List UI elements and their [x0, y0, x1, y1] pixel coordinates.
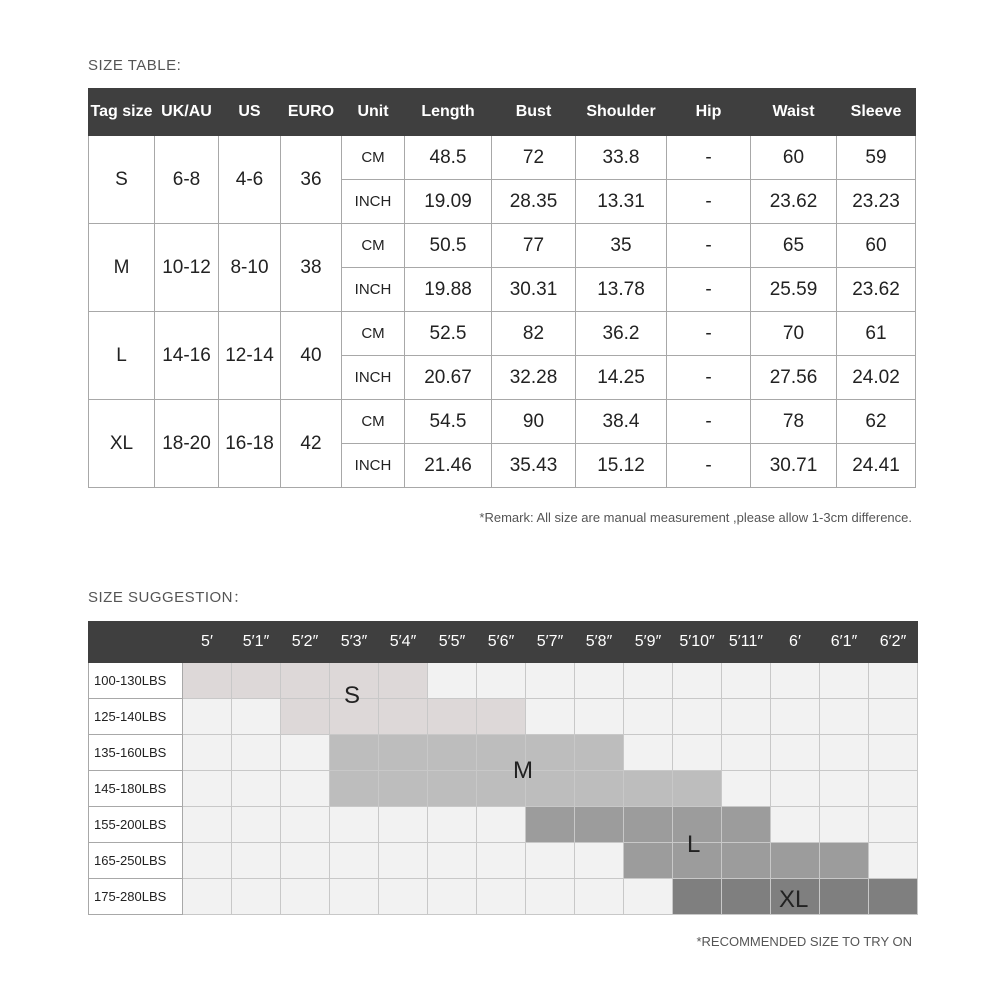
hip-cell: - — [667, 400, 751, 444]
unit-cell: INCH — [342, 444, 405, 488]
empty-cell — [477, 843, 526, 879]
suggestion-header-row — [89, 622, 918, 663]
height-header-cell: 5′1″ — [232, 622, 281, 663]
zone-cell-m — [330, 771, 379, 807]
shoulder-cell: 14.25 — [576, 356, 667, 400]
size-tag-cell: L — [89, 312, 155, 400]
hip-cell: - — [667, 224, 751, 268]
shoulder-cell: 13.31 — [576, 180, 667, 224]
height-header-cell: 5′5″ — [428, 622, 477, 663]
empty-cell — [232, 879, 281, 915]
zone-cell-s — [232, 663, 281, 699]
zone-cell-l — [722, 843, 771, 879]
zone-cell-s — [281, 699, 330, 735]
zone-label-s: S — [344, 682, 361, 709]
zone-cell-m — [379, 735, 428, 771]
waist-cell: 78 — [751, 400, 837, 444]
size-table-row — [89, 400, 916, 444]
empty-cell — [330, 879, 379, 915]
weight-row — [89, 663, 918, 699]
height-header-cell: 6′ — [771, 622, 820, 663]
zone-cell-m — [330, 735, 379, 771]
size-header-cell: Unit — [342, 89, 405, 136]
sleeve-cell: 59 — [837, 136, 916, 180]
bust-cell: 32.28 — [492, 356, 576, 400]
zone-cell-s — [428, 699, 477, 735]
empty-cell — [281, 843, 330, 879]
hip-cell: - — [667, 180, 751, 224]
empty-cell — [722, 663, 771, 699]
weight-label: 155-200LBS — [89, 807, 183, 843]
height-header-cell: 6′2″ — [869, 622, 918, 663]
empty-cell — [232, 735, 281, 771]
weight-label: 135-160LBS — [89, 735, 183, 771]
bust-cell: 72 — [492, 136, 576, 180]
size-tag-cell: M — [89, 224, 155, 312]
size-header-cell: Waist — [751, 89, 837, 136]
length-cell: 52.5 — [405, 312, 492, 356]
height-header-cell: 5′4″ — [379, 622, 428, 663]
zone-label-xl: XL — [779, 886, 809, 913]
empty-cell — [183, 735, 232, 771]
length-cell: 50.5 — [405, 224, 492, 268]
waist-cell: 23.62 — [751, 180, 837, 224]
zone-label-m: M — [513, 757, 533, 784]
sleeve-cell: 60 — [837, 224, 916, 268]
zone-cell-m — [379, 771, 428, 807]
waist-cell: 25.59 — [751, 268, 837, 312]
empty-cell — [183, 879, 232, 915]
height-header-cell: 5′ — [183, 622, 232, 663]
sleeve-cell: 23.23 — [837, 180, 916, 224]
empty-cell — [575, 843, 624, 879]
zone-cell-xl — [673, 879, 722, 915]
shoulder-cell: 35 — [576, 224, 667, 268]
zone-cell-m — [575, 735, 624, 771]
empty-cell — [232, 843, 281, 879]
hip-cell: - — [667, 444, 751, 488]
size-tag-cell: XL — [89, 400, 155, 488]
size-euro-cell: 40 — [281, 312, 342, 400]
bust-cell: 82 — [492, 312, 576, 356]
shoulder-cell: 13.78 — [576, 268, 667, 312]
empty-cell — [477, 807, 526, 843]
empty-cell — [820, 807, 869, 843]
height-header-cell: 5′7″ — [526, 622, 575, 663]
length-cell: 48.5 — [405, 136, 492, 180]
length-cell: 21.46 — [405, 444, 492, 488]
unit-cell: INCH — [342, 268, 405, 312]
size-euro-cell: 36 — [281, 136, 342, 224]
zone-cell-s — [477, 699, 526, 735]
empty-cell — [722, 699, 771, 735]
empty-cell — [575, 879, 624, 915]
bust-cell: 77 — [492, 224, 576, 268]
weight-label: 145-180LBS — [89, 771, 183, 807]
height-header-cell: 6′1″ — [820, 622, 869, 663]
empty-cell — [673, 663, 722, 699]
empty-cell — [575, 663, 624, 699]
weight-label: 100-130LBS — [89, 663, 183, 699]
weight-row — [89, 699, 918, 735]
bust-cell: 35.43 — [492, 444, 576, 488]
size-us-cell: 16-18 — [219, 400, 281, 488]
weight-row — [89, 843, 918, 879]
empty-cell — [526, 663, 575, 699]
size-header-cell: Length — [405, 89, 492, 136]
zone-cell-m — [428, 771, 477, 807]
height-header-cell: 5′10″ — [673, 622, 722, 663]
measurement-remark: *Remark: All size are manual measurement ,please allow 1-3cm difference. — [479, 510, 912, 525]
size-suggestion-title: SIZE SUGGESTION： — [88, 589, 249, 606]
empty-cell — [820, 735, 869, 771]
size-euro-cell: 42 — [281, 400, 342, 488]
unit-cell: CM — [342, 312, 405, 356]
hip-cell: - — [667, 312, 751, 356]
zone-cell-l — [820, 843, 869, 879]
size-ukau-cell: 18-20 — [155, 400, 219, 488]
empty-cell — [771, 771, 820, 807]
bust-cell: 90 — [492, 400, 576, 444]
empty-cell — [428, 663, 477, 699]
unit-cell: CM — [342, 224, 405, 268]
size-header-cell: Hip — [667, 89, 751, 136]
zone-cell-xl — [820, 879, 869, 915]
waist-cell: 27.56 — [751, 356, 837, 400]
size-table-row — [89, 224, 916, 268]
unit-cell: INCH — [342, 356, 405, 400]
sleeve-cell: 61 — [837, 312, 916, 356]
empty-cell — [869, 771, 918, 807]
bust-cell: 28.35 — [492, 180, 576, 224]
size-ukau-cell: 10-12 — [155, 224, 219, 312]
empty-cell — [183, 699, 232, 735]
zone-cell-s — [281, 663, 330, 699]
weight-label: 125-140LBS — [89, 699, 183, 735]
empty-cell — [379, 843, 428, 879]
zone-cell-xl — [722, 879, 771, 915]
empty-cell — [820, 771, 869, 807]
weight-label: 175-280LBS — [89, 879, 183, 915]
empty-cell — [722, 735, 771, 771]
size-header-cell: US — [219, 89, 281, 136]
empty-cell — [869, 663, 918, 699]
size-header-cell: Tag size — [89, 89, 155, 136]
length-cell: 20.67 — [405, 356, 492, 400]
zone-cell-l — [575, 807, 624, 843]
height-header-cell: 5′8″ — [575, 622, 624, 663]
height-header-cell: 5′6″ — [477, 622, 526, 663]
size-table-row — [89, 136, 916, 180]
empty-cell — [526, 699, 575, 735]
empty-cell — [183, 843, 232, 879]
empty-cell — [428, 879, 477, 915]
sleeve-cell: 24.02 — [837, 356, 916, 400]
empty-cell — [869, 735, 918, 771]
empty-cell — [771, 663, 820, 699]
length-cell: 19.09 — [405, 180, 492, 224]
unit-cell: CM — [342, 136, 405, 180]
size-table-title: SIZE TABLE: — [88, 57, 182, 74]
unit-cell: INCH — [342, 180, 405, 224]
hip-cell: - — [667, 356, 751, 400]
size-us-cell: 4-6 — [219, 136, 281, 224]
sleeve-cell: 23.62 — [837, 268, 916, 312]
zone-cell-l — [771, 843, 820, 879]
zone-cell-xl — [869, 879, 918, 915]
empty-cell — [232, 807, 281, 843]
shoulder-cell: 36.2 — [576, 312, 667, 356]
empty-cell — [820, 699, 869, 735]
empty-cell — [869, 807, 918, 843]
waist-cell: 65 — [751, 224, 837, 268]
recommend-note: *RECOMMENDED SIZE TO TRY ON — [696, 934, 912, 949]
size-ukau-cell: 6-8 — [155, 136, 219, 224]
size-euro-cell: 38 — [281, 224, 342, 312]
empty-cell — [575, 699, 624, 735]
zone-cell-m — [575, 771, 624, 807]
waist-cell: 30.71 — [751, 444, 837, 488]
empty-cell — [477, 663, 526, 699]
empty-cell — [379, 879, 428, 915]
sleeve-cell: 62 — [837, 400, 916, 444]
size-header-cell: EURO — [281, 89, 342, 136]
empty-cell — [232, 771, 281, 807]
sleeve-cell: 24.41 — [837, 444, 916, 488]
height-header-cell: 5′9″ — [624, 622, 673, 663]
zone-cell-m — [428, 735, 477, 771]
empty-cell — [526, 879, 575, 915]
size-ukau-cell: 14-16 — [155, 312, 219, 400]
empty-cell — [477, 879, 526, 915]
height-header-cell: 5′3″ — [330, 622, 379, 663]
empty-cell — [183, 771, 232, 807]
weight-row — [89, 807, 918, 843]
bust-cell: 30.31 — [492, 268, 576, 312]
length-cell: 54.5 — [405, 400, 492, 444]
empty-cell — [869, 843, 918, 879]
zone-label-l: L — [687, 831, 701, 858]
unit-cell: CM — [342, 400, 405, 444]
height-header-cell: 5′11″ — [722, 622, 771, 663]
zone-cell-s — [379, 663, 428, 699]
size-us-cell: 12-14 — [219, 312, 281, 400]
empty-cell — [428, 843, 477, 879]
empty-cell — [379, 807, 428, 843]
empty-cell — [722, 771, 771, 807]
empty-cell — [869, 699, 918, 735]
shoulder-cell: 15.12 — [576, 444, 667, 488]
size-header-cell: Shoulder — [576, 89, 667, 136]
size-suggestion-table — [88, 621, 918, 915]
weight-row — [89, 771, 918, 807]
height-header-cell: 5′2″ — [281, 622, 330, 663]
waist-cell: 60 — [751, 136, 837, 180]
empty-cell — [820, 663, 869, 699]
size-header-cell: Bust — [492, 89, 576, 136]
empty-cell — [624, 699, 673, 735]
empty-cell — [526, 843, 575, 879]
hip-cell: - — [667, 136, 751, 180]
empty-cell — [281, 735, 330, 771]
empty-cell — [624, 663, 673, 699]
zone-cell-s — [183, 663, 232, 699]
shoulder-cell: 38.4 — [576, 400, 667, 444]
weight-label: 165-250LBS — [89, 843, 183, 879]
empty-cell — [330, 807, 379, 843]
empty-cell — [673, 699, 722, 735]
empty-cell — [281, 807, 330, 843]
zone-cell-l — [624, 807, 673, 843]
size-table-row — [89, 312, 916, 356]
empty-cell — [232, 699, 281, 735]
zone-cell-m — [624, 771, 673, 807]
zone-cell-m — [673, 771, 722, 807]
shoulder-cell: 33.8 — [576, 136, 667, 180]
zone-cell-s — [379, 699, 428, 735]
empty-cell — [330, 843, 379, 879]
empty-cell — [771, 807, 820, 843]
empty-cell — [624, 735, 673, 771]
zone-cell-l — [722, 807, 771, 843]
empty-cell — [281, 771, 330, 807]
empty-cell — [771, 735, 820, 771]
weight-row — [89, 735, 918, 771]
hip-cell: - — [667, 268, 751, 312]
empty-cell — [428, 807, 477, 843]
suggestion-corner-cell — [89, 622, 183, 663]
zone-cell-l — [526, 807, 575, 843]
size-header-cell: Sleeve — [837, 89, 916, 136]
size-table — [88, 88, 916, 488]
length-cell: 19.88 — [405, 268, 492, 312]
size-tag-cell: S — [89, 136, 155, 224]
size-header-cell: UK/AU — [155, 89, 219, 136]
empty-cell — [624, 879, 673, 915]
waist-cell: 70 — [751, 312, 837, 356]
empty-cell — [771, 699, 820, 735]
empty-cell — [281, 879, 330, 915]
empty-cell — [183, 807, 232, 843]
size-us-cell: 8-10 — [219, 224, 281, 312]
size-table-header-row — [89, 89, 916, 136]
zone-cell-l — [624, 843, 673, 879]
empty-cell — [673, 735, 722, 771]
